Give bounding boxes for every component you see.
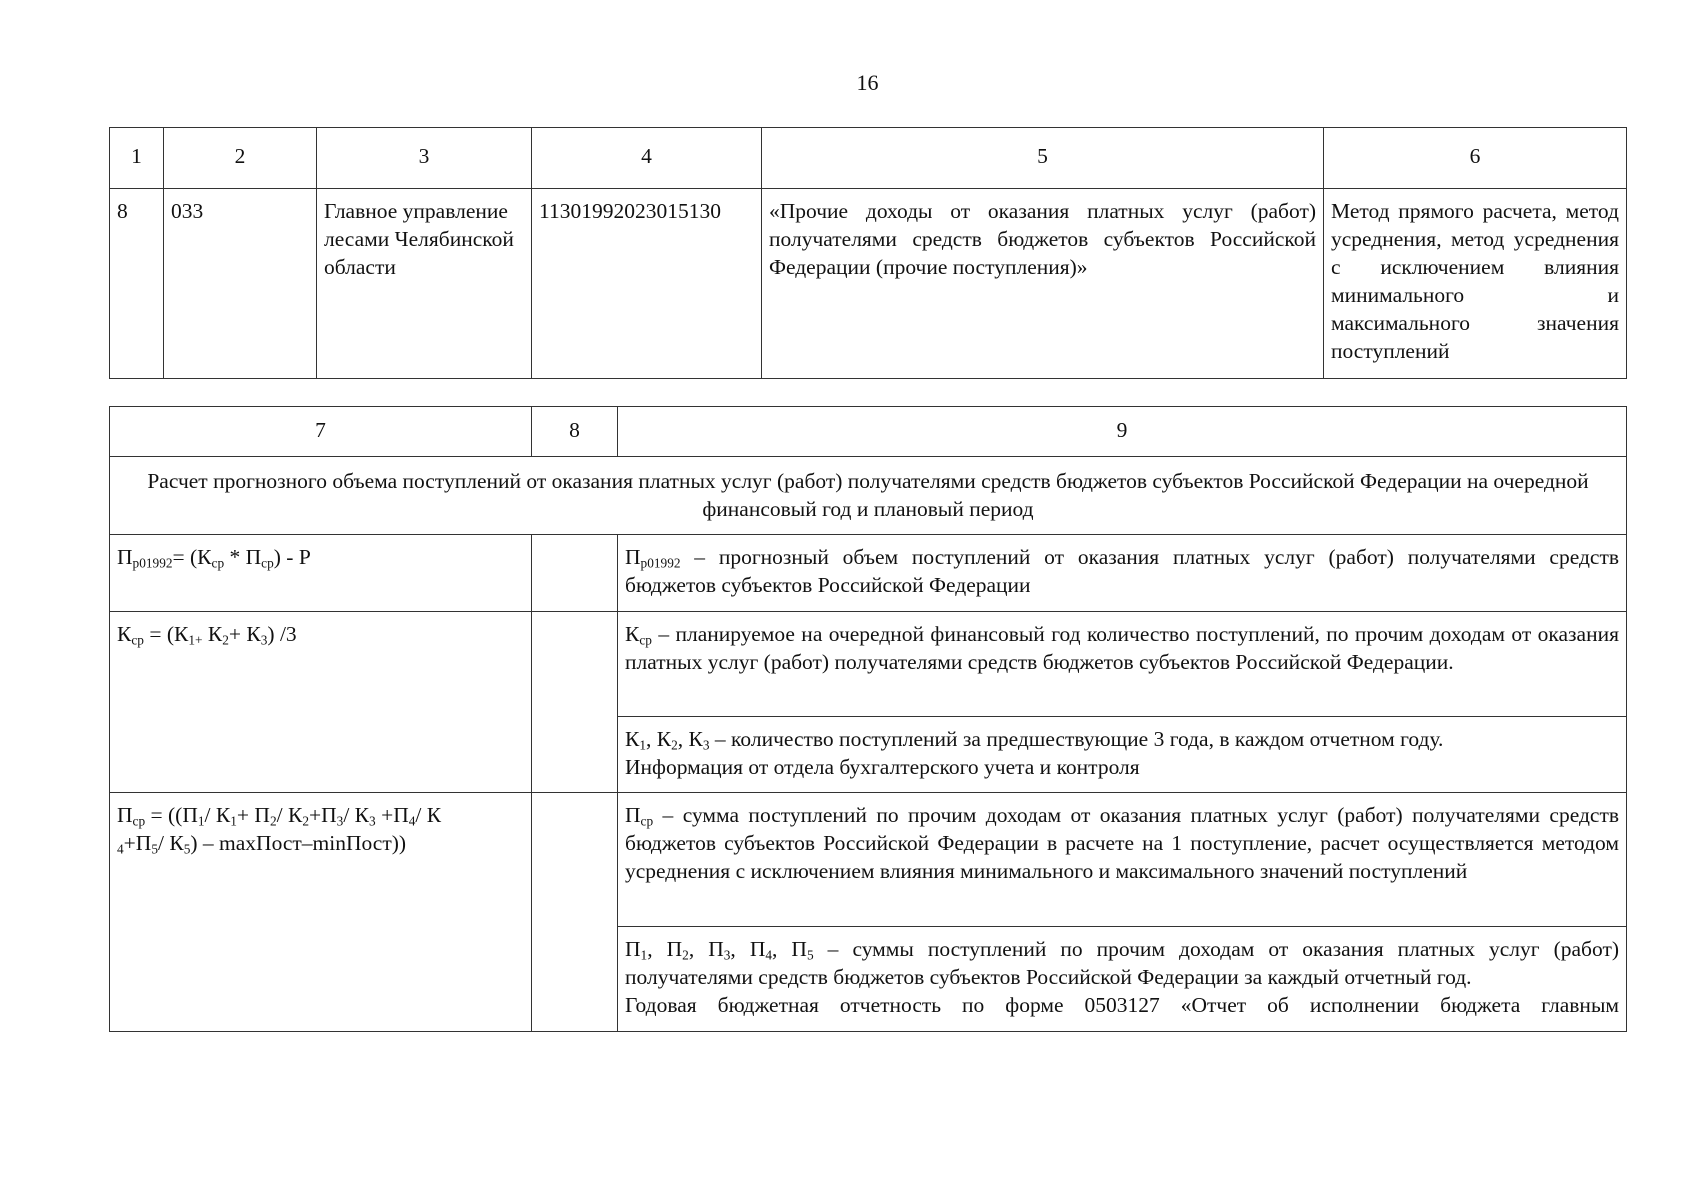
header-row <box>110 128 1627 189</box>
table-row <box>110 793 1627 927</box>
empty-cell <box>532 793 618 1032</box>
table-row <box>110 612 1627 717</box>
formula-forecast: $П_{р01992}= (К_{ср} * П_{ср}) - Р$ <box>110 535 532 612</box>
header-cell: 3 <box>317 128 532 189</box>
table-row <box>110 535 1627 612</box>
header-row <box>110 407 1627 457</box>
budget-classification-code: 11301992023015130 <box>532 189 762 379</box>
revenue-name: «Прочие доходы от оказания платных услуг (работ) получателями средств бюджетов субъектов Российской Федерации (прочие поступления)» <box>762 189 1324 379</box>
description-sums: $П_1$, $П_2$, $П_3$, $П_4$, $П_5$ – суммы поступлений по прочим доходам от оказания платных услуг (работ) получателями средств бюджетов субъектов Российской Федерации за каждый отчетный год. Годовая бюджетная отчетность по форме 0503127 «Отчет об исполнении бюджета главным <box>618 927 1627 1032</box>
section-title: Расчет прогнозного объема поступлений от оказания платных услуг (работ) получателями средств бюджетов субъектов Российской Федерации на очередной финансовый год и плановый период <box>110 457 1627 535</box>
description-forecast: $П_{р01992}$ – прогнозный объем поступлений от оказания платных услуг (работ) получателями средств бюджетов субъектов Российской Федерации <box>618 535 1627 612</box>
section-title-row <box>110 457 1627 535</box>
header-cell: 2 <box>164 128 317 189</box>
empty-cell <box>532 612 618 793</box>
header-cell: 4 <box>532 128 762 189</box>
empty-cell <box>532 535 618 612</box>
header-cell: 7 <box>110 407 532 457</box>
header-cell: 8 <box>532 407 618 457</box>
administrator-name: Главное управление лесами Челябинской области <box>317 189 532 379</box>
description-sum-average: $П_{ср}$ – сумма поступлений по прочим доходам от оказания платных услуг (работ) получателями средств бюджетов субъектов Российской Федерации в расчете на 1 поступление, расчет осуществляется методом усреднения с исключением влияния минимального и максимального значений поступлений <box>618 793 1627 927</box>
formula-count-average: $К_{ср} = (К_{1+}$ $К_2+ К_3$) /3 <box>110 612 532 793</box>
description-count-average: $К_{ср}$ – планируемое на очередной финансовый год количество поступлений, по прочим доходам от оказания платных услуг (работ) получателями средств бюджетов субъектов Российской Федерации. <box>618 612 1627 717</box>
header-cell: 5 <box>762 128 1324 189</box>
header-cell: 1 <box>110 128 164 189</box>
table-row <box>110 189 1627 379</box>
admin-code: 033 <box>164 189 317 379</box>
calculation-method: Метод прямого расчета, метод усреднения, метод усреднения с исключением влияния минимального и максимального значения поступлений <box>1324 189 1627 379</box>
row-number: 8 <box>110 189 164 379</box>
header-cell: 9 <box>618 407 1627 457</box>
header-cell: 6 <box>1324 128 1627 189</box>
source-table <box>109 127 1627 379</box>
description-counts: $К_1$, $К_2$, $К_3$ – количество поступлений за предшествующие 3 года, в каждом отчетном году. Информация от отдела бухгалтерского учета и контроля <box>618 717 1627 793</box>
formula-sum-average: $П_{ср} = ((П_1/$ $К_1+ П_2/$ $К_2+П_3/$ $К_3 +П_4/$ К $_4+П_5/$ $К_5$) – maxПост–minПост)) <box>110 793 532 1032</box>
page-number: 16 <box>856 70 879 95</box>
calculation-table <box>109 406 1627 1032</box>
